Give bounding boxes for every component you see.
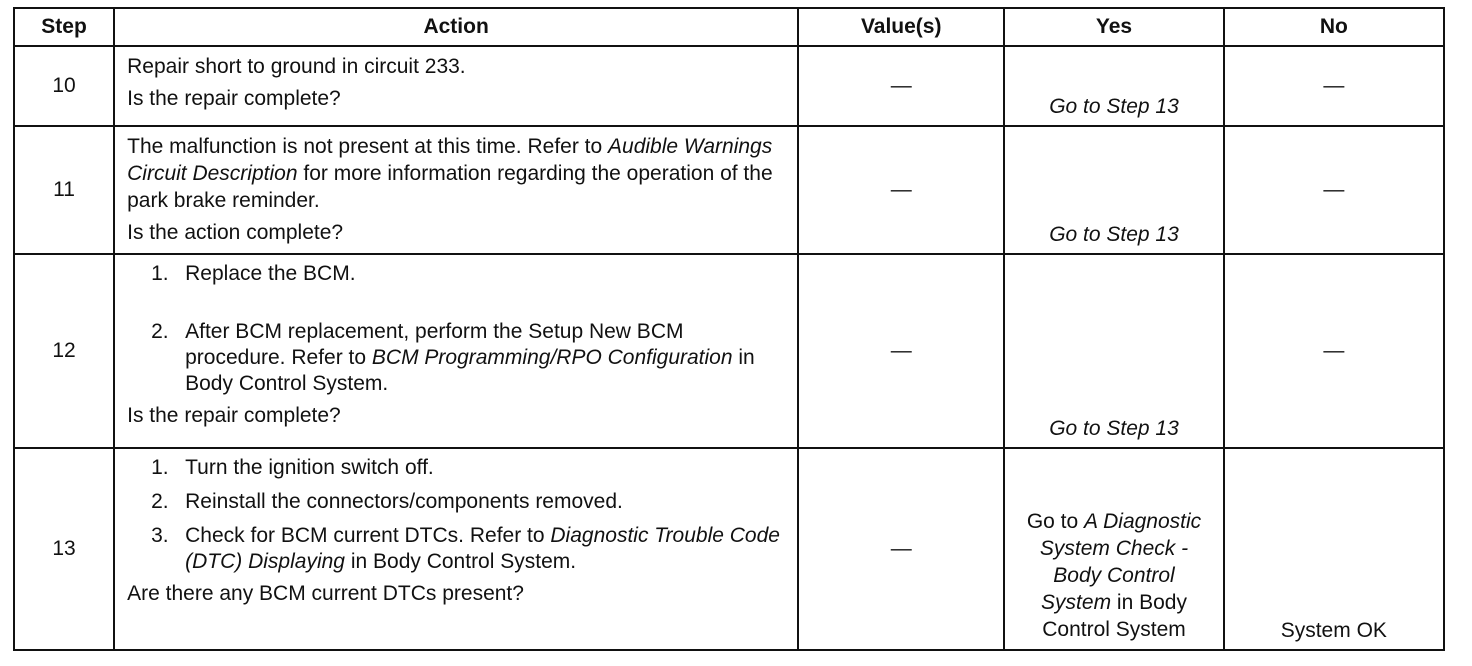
action-question: Are there any BCM current DTCs present?: [127, 582, 524, 605]
yes-text: in Body Control System: [1042, 591, 1187, 641]
reference-link[interactable]: Diagnostic Trouble Code (DTC) Displaying: [185, 524, 780, 573]
table-row: [14, 254, 1444, 448]
action-list: [127, 261, 787, 397]
diagnostic-table: [13, 7, 1445, 651]
step-number: 12: [14, 254, 114, 448]
header-values: Value(s): [798, 8, 1004, 46]
list-item: 1. Turn the ignition switch off.: [151, 456, 434, 479]
step-number: 11: [14, 126, 114, 254]
action-cell: [114, 448, 798, 650]
yes-link[interactable]: Go to Step 13: [1049, 95, 1179, 118]
header-row: [14, 8, 1444, 46]
header-yes: Yes: [1004, 8, 1223, 46]
reference-link[interactable]: Audible Warnings Circuit Description: [127, 135, 773, 185]
yes-cell: [1004, 126, 1223, 254]
action-text: Check for BCM current DTCs. Refer to: [185, 524, 545, 547]
yes-cell: [1004, 448, 1223, 650]
no-cell: —: [1224, 126, 1444, 254]
action-question: Is the action complete?: [127, 221, 344, 244]
table-row: [14, 46, 1444, 126]
list-item: 3. Check for BCM current DTCs. Refer to Diagnostic Trouble Code (DTC) Displaying in Body Control System.: [151, 524, 780, 573]
action-text: Reinstall the connectors/components removed.: [185, 490, 623, 513]
action-text: Replace the BCM.: [185, 262, 356, 285]
action-cell: [114, 254, 798, 448]
value-cell: —: [798, 46, 1004, 126]
action-text: in Body Control System.: [350, 550, 577, 573]
table-row: [14, 126, 1444, 254]
action-text: The malfunction is not present at this time. Refer to: [127, 135, 603, 158]
list-item: 2. After BCM replacement, perform the Setup New BCM procedure. Refer to BCM Programming/RPO Configuration in Body Control System.: [151, 320, 755, 395]
action-cell: [114, 126, 798, 254]
list-item: 2. Reinstall the connectors/components removed.: [151, 490, 623, 513]
action-question: Is the repair complete?: [127, 87, 341, 110]
action-question: Is the repair complete?: [127, 404, 341, 427]
action-text: Turn the ignition switch off.: [185, 456, 434, 479]
yes-text: Go to: [1026, 510, 1079, 533]
step-number: 10: [14, 46, 114, 126]
header-no: No: [1224, 8, 1444, 46]
action-list: [127, 455, 787, 575]
yes-link[interactable]: Go to Step 13: [1049, 223, 1179, 246]
yes-link[interactable]: Go to Step 13: [1049, 417, 1179, 440]
action-text: Repair short to ground in circuit 233.: [127, 55, 466, 78]
no-cell: —: [1224, 254, 1444, 448]
table-row: [14, 448, 1444, 650]
no-cell: System OK: [1224, 448, 1444, 650]
yes-cell: [1004, 46, 1223, 126]
no-cell: —: [1224, 46, 1444, 126]
list-item: 1. Replace the BCM.: [151, 262, 356, 285]
step-number: 13: [14, 448, 114, 650]
value-cell: —: [798, 254, 1004, 448]
yes-link[interactable]: A Diagnostic System Check - Body Control System: [1039, 510, 1202, 614]
value-cell: —: [798, 448, 1004, 650]
action-text: After BCM replacement, perform the Setup New BCM procedure. Refer to: [185, 320, 684, 369]
value-cell: —: [798, 126, 1004, 254]
yes-cell: [1004, 254, 1223, 448]
action-text: for more information regarding the operation of the park brake reminder.: [127, 162, 773, 212]
action-text: in Body Control System.: [185, 346, 755, 395]
reference-link[interactable]: BCM Programming/RPO Configuration: [371, 346, 733, 369]
header-action: Action: [114, 8, 798, 46]
action-cell: [114, 46, 798, 126]
header-step: Step: [14, 8, 114, 46]
